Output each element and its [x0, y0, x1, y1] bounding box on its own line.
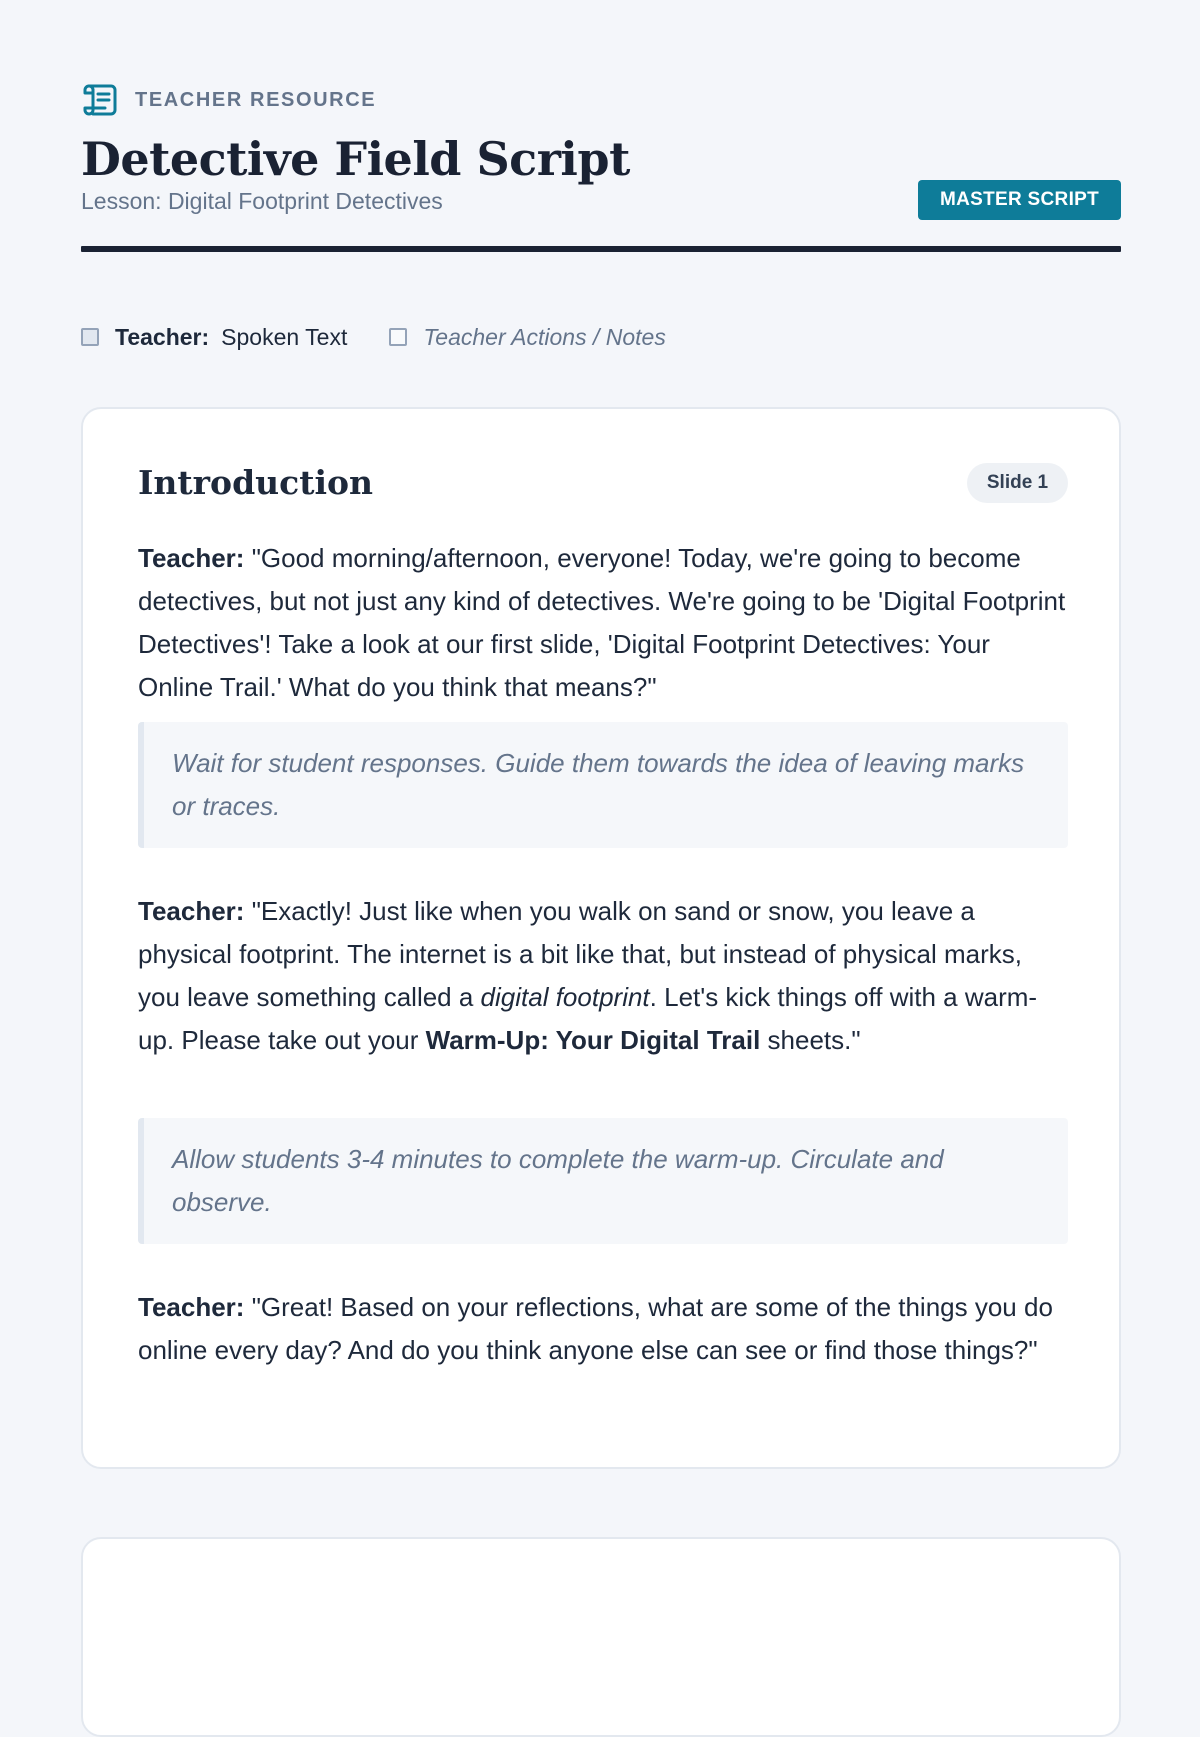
teacher-line-2	[138, 890, 1068, 1062]
role-label: Teacher:	[138, 1292, 245, 1322]
role-label: Teacher:	[138, 896, 245, 926]
section-title: Introduction	[138, 463, 374, 502]
kicker	[81, 80, 1121, 120]
spoken-text-b: . Let's kick things off with a warm-up. Please take out your	[138, 982, 1038, 1055]
spoken-swatch	[81, 328, 99, 346]
teacher-note-2: Allow students 3-4 minutes to complete the warm-up. Circulate and observe.	[138, 1118, 1068, 1244]
spoken-text-c: sheets."	[760, 1025, 861, 1055]
master-script-badge: MASTER SCRIPT	[918, 180, 1121, 220]
scroll-icon	[81, 82, 119, 118]
teacher-note-1: Wait for student responses. Guide them towards the idea of leaving marks or traces.	[138, 722, 1068, 848]
teacher-line-1	[138, 537, 1068, 709]
header	[81, 80, 1121, 214]
role-label: Teacher:	[138, 543, 245, 573]
slide-badge: Slide 1	[967, 463, 1068, 503]
page-title: Detective Field Script	[81, 132, 630, 186]
notes-swatch	[389, 328, 407, 346]
section-card-introduction	[81, 407, 1121, 1469]
kicker-label: TEACHER RESOURCE	[135, 88, 377, 111]
legend-spoken-label: Spoken Text	[221, 323, 348, 350]
next-section-card	[81, 1537, 1121, 1737]
header-divider	[81, 246, 1121, 252]
section-content	[138, 459, 1068, 1365]
digital-footprint-term: digital footprint	[480, 982, 650, 1012]
lesson-subtitle: Lesson: Digital Footprint Detectives	[81, 188, 443, 214]
teacher-line-3	[138, 1286, 1068, 1372]
spoken-text-a: "Exactly! Just like when you walk on sand or snow, you leave a physical footprint. The internet is a bit like that, but instead of physical marks, you leave something called a	[138, 896, 1022, 1012]
legend	[81, 321, 666, 353]
legend-notes-label: Teacher Actions / Notes	[423, 323, 666, 350]
warm-up-sheet-name: Warm-Up: Your Digital Trail	[425, 1025, 761, 1055]
legend-role-label: Teacher:	[115, 323, 210, 350]
spoken-text: "Great! Based on your reflections, what are some of the things you do online every day? And do you think anyone else can see or find those things?"	[138, 1292, 1053, 1365]
spoken-text: "Good morning/afternoon, everyone! Today, we're going to become detectives, but not just any kind of detectives. We're going to be 'Digital Footprint Detectives'! Take a look at our first slide, 'Digital Footprint Detectives: Your Online Trail.' What do you think that means?"	[138, 543, 1066, 702]
